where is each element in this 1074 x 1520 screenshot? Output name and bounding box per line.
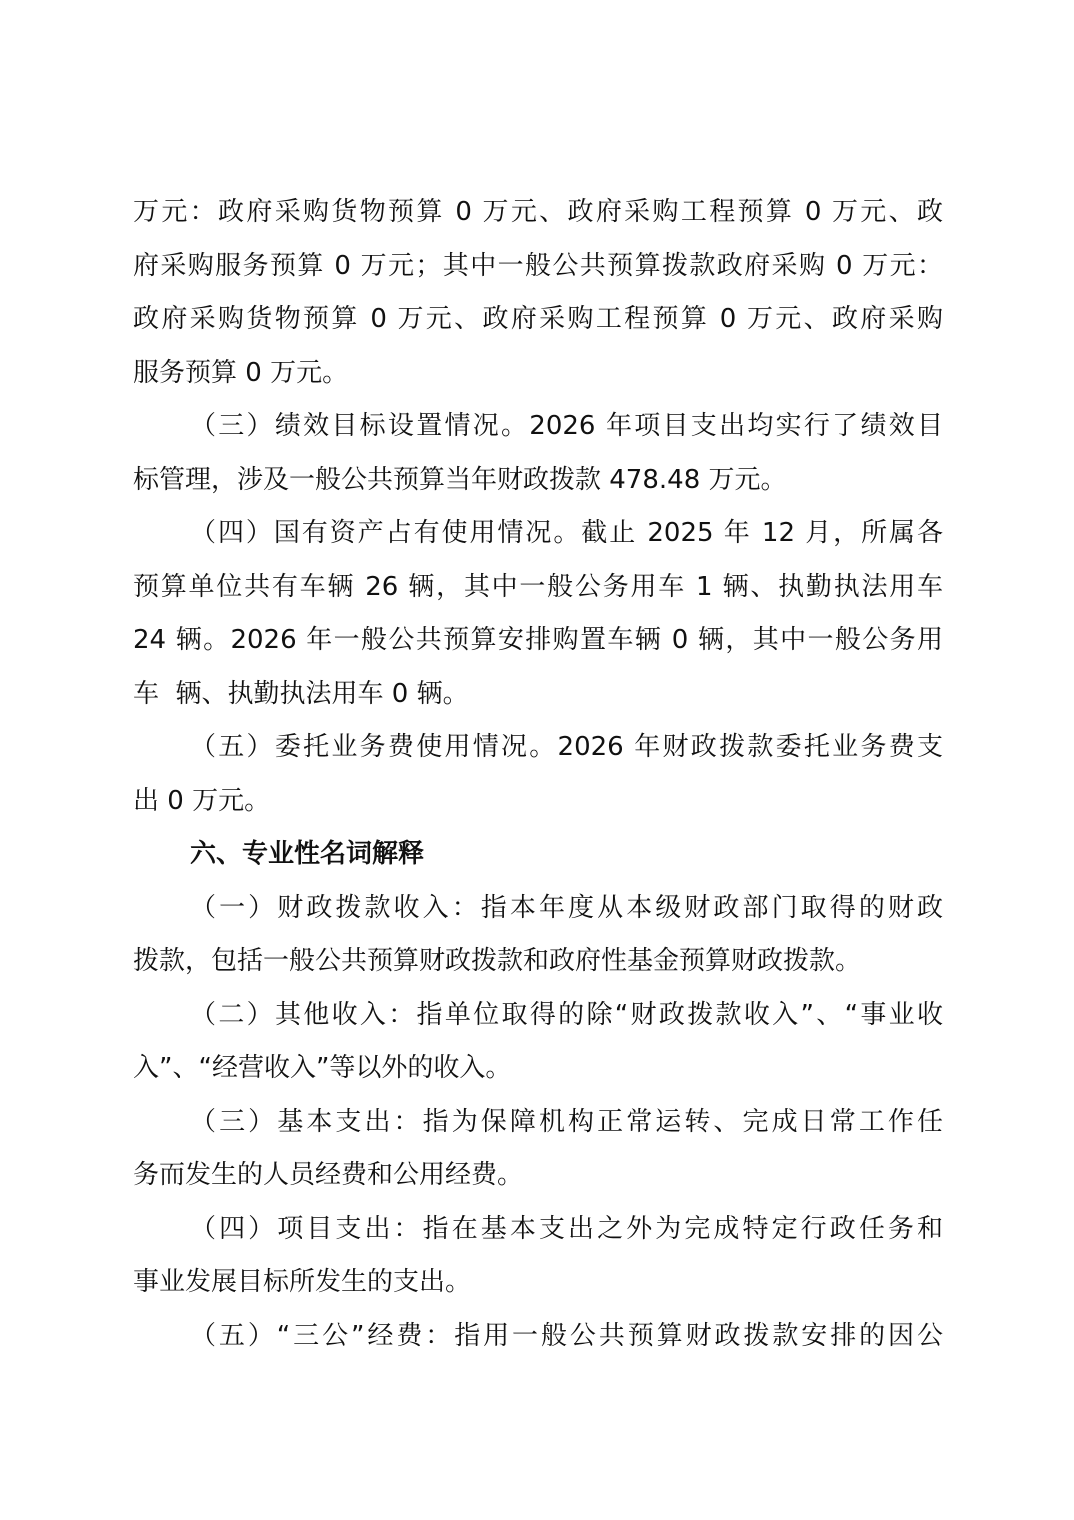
- text-line: （二）其他收入：指单位取得的除“财政拨款收入”、“事业收: [190, 999, 943, 1030]
- text-line: 府采购服务预算 0 万元；其中一般公共预算拨款政府采购 0 万元：: [133, 250, 943, 281]
- paragraph: [133, 1310, 943, 1364]
- text-line: 出 0 万元。: [133, 785, 271, 816]
- document-body: [133, 186, 943, 1363]
- paragraph: [133, 507, 943, 721]
- paragraph: [133, 186, 943, 400]
- paragraph: [133, 400, 943, 507]
- text-line: （一）财政拨款收入：指本年度从本级财政部门取得的财政: [190, 892, 943, 923]
- text-line: （五）“三公”经费：指用一般公共预算财政拨款安排的因公: [190, 1320, 943, 1351]
- text-line: （三）绩效目标设置情况。2026 年项目支出均实行了绩效目: [190, 411, 943, 441]
- paragraph: [133, 1096, 943, 1203]
- text-line: 万元：政府采购货物预算 0 万元、政府采购工程预算 0 万元、政: [133, 197, 943, 227]
- text-line: 务而发生的人员经费和公用经费。: [133, 1160, 524, 1190]
- text-line: 24 辆。2026 年一般公共预算安排购置车辆 0 辆，其中一般公务用: [133, 625, 943, 655]
- text-line: （四）项目支出：指在基本支出之外为完成特定行政任务和: [190, 1213, 943, 1244]
- text-line: 六、专业性名词解释: [190, 839, 425, 869]
- section-heading: [133, 828, 943, 882]
- text-line: 预算单位共有车辆 26 辆，其中一般公务用车 1 辆、执勤执法用车: [133, 571, 943, 602]
- text-line: 政府采购货物预算 0 万元、政府采购工程预算 0 万元、政府采购: [133, 304, 943, 334]
- paragraph: [133, 882, 943, 989]
- text-line: （四）国有资产占有使用情况。截止 2025 年 12 月，所属各: [190, 518, 943, 548]
- text-line: （五）委托业务费使用情况。2026 年财政拨款委托业务费支: [190, 732, 943, 762]
- text-line: 事业发展目标所发生的支出。: [133, 1267, 472, 1297]
- paragraph: [133, 1203, 943, 1310]
- text-line: 车 辆、执勤执法用车 0 辆。: [133, 678, 469, 709]
- text-line: 入”、“经营收入”等以外的收入。: [133, 1053, 512, 1083]
- paragraph: [133, 721, 943, 828]
- text-line: 服务预算 0 万元。: [133, 357, 349, 388]
- text-line: 标管理，涉及一般公共预算当年财政拨款 478.48 万元。: [133, 464, 787, 495]
- text-line: 拨款，包括一般公共预算财政拨款和政府性基金预算财政拨款。: [133, 946, 862, 976]
- text-line: （三）基本支出：指为保障机构正常运转、完成日常工作任: [190, 1106, 943, 1137]
- paragraph: [133, 989, 943, 1096]
